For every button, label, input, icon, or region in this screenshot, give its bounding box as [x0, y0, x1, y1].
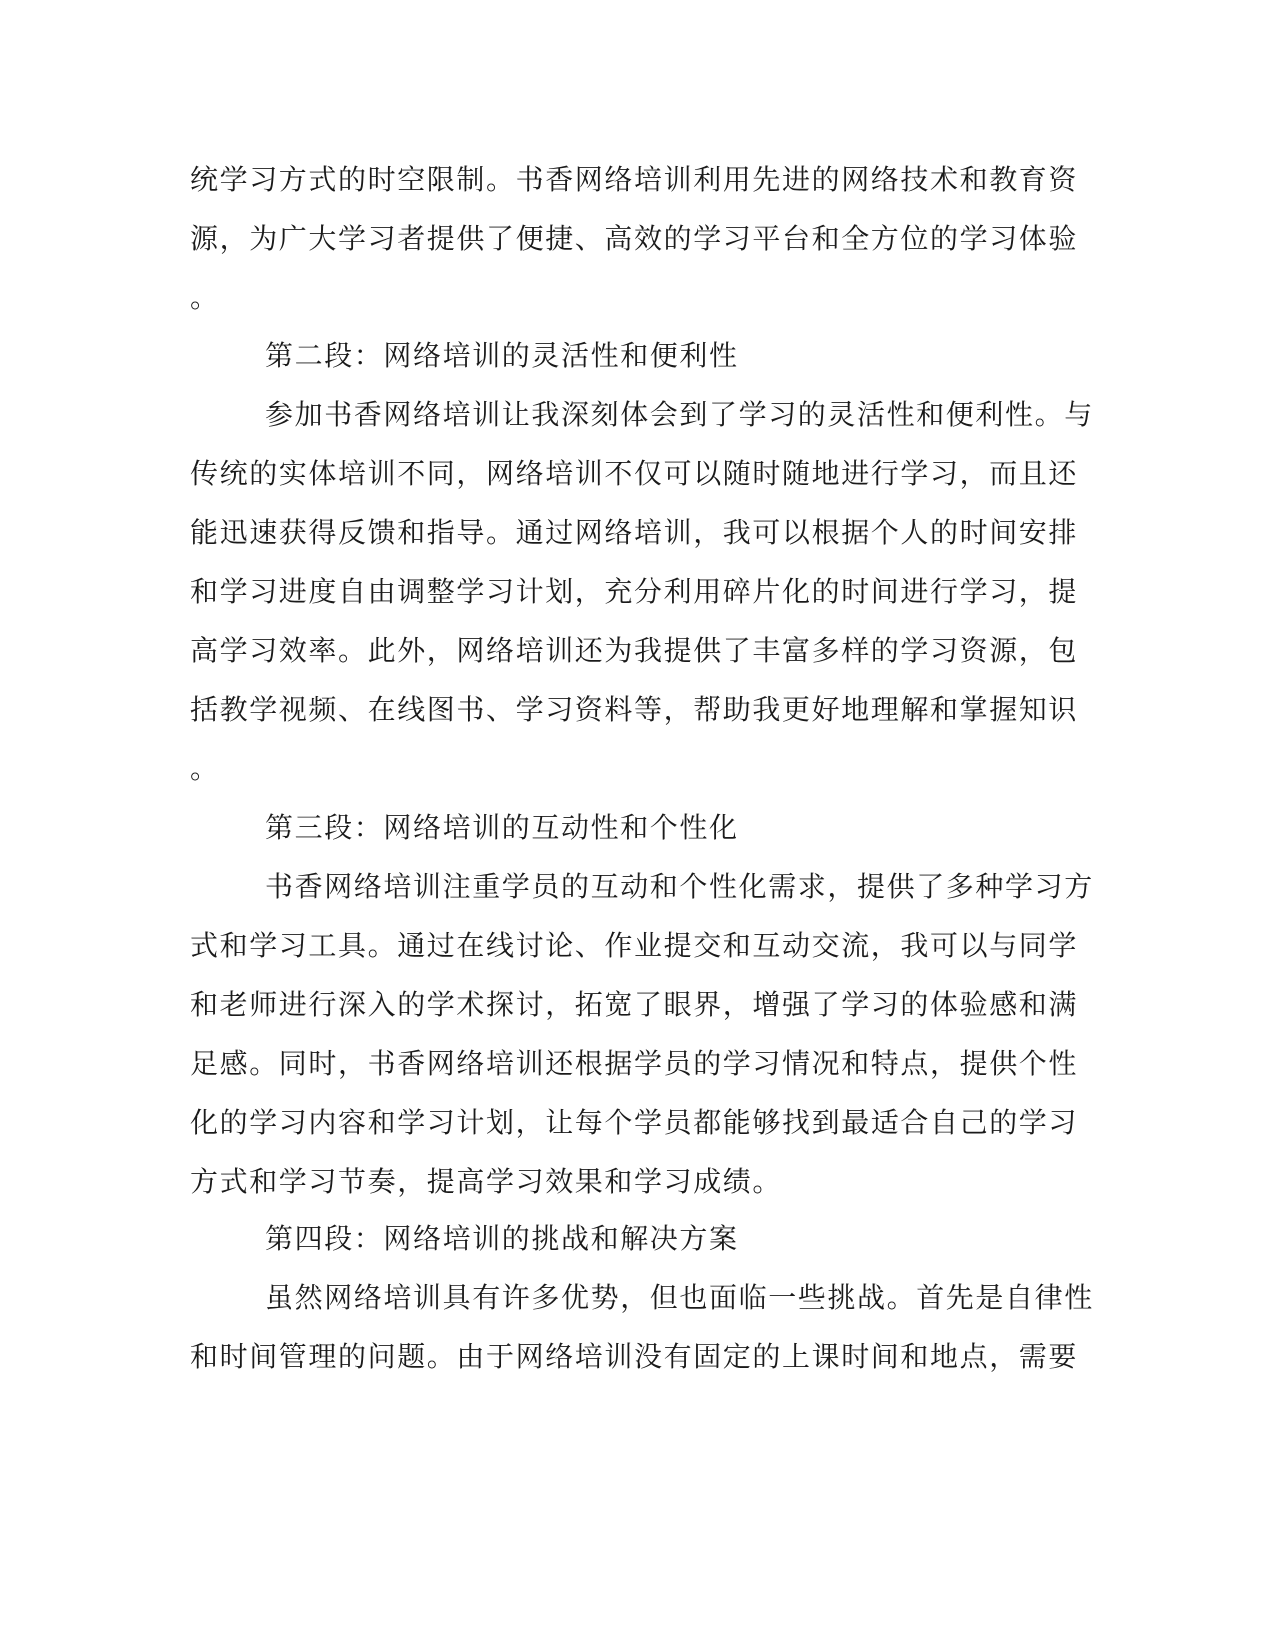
body-line: 式和学习工具。通过在线讨论、作业提交和互动交流，我可以与同学 — [190, 929, 1079, 962]
body-line: 传统的实体培训不同，网络培训不仅可以随时随地进行学习，而且还 — [190, 457, 1079, 490]
body-line: 源，为广大学习者提供了便捷、高效的学习平台和全方位的学习体验 — [190, 222, 1079, 255]
paragraph-first-line: 书香网络培训注重学员的互动和个性化需求，提供了多种学习方 — [265, 870, 1094, 903]
body-line: 能迅速获得反馈和指导。通过网络培训，我可以根据个人的时间安排 — [190, 516, 1079, 549]
paragraph-first-line: 参加书香网络培训让我深刻体会到了学习的灵活性和便利性。与 — [265, 398, 1094, 431]
body-line: 统学习方式的时空限制。书香网络培训利用先进的网络技术和教育资 — [190, 163, 1079, 196]
section-heading: 第三段：网络培训的互动性和个性化 — [265, 811, 739, 844]
section-heading: 第四段：网络培训的挑战和解决方案 — [265, 1222, 739, 1255]
body-line: 足感。同时，书香网络培训还根据学员的学习情况和特点，提供个性 — [190, 1047, 1079, 1080]
section-heading: 第二段：网络培训的灵活性和便利性 — [265, 339, 739, 372]
body-line: 方式和学习节奏，提高学习效果和学习成绩。 — [190, 1165, 783, 1198]
paragraph-first-line: 虽然网络培训具有许多优势，但也面临一些挑战。首先是自律性 — [265, 1281, 1094, 1314]
body-line: 和老师进行深入的学术探讨，拓宽了眼界，增强了学习的体验感和满 — [190, 988, 1079, 1021]
body-line: 化的学习内容和学习计划，让每个学员都能够找到最适合自己的学习 — [190, 1106, 1079, 1139]
body-line: 括教学视频、在线图书、学习资料等，帮助我更好地理解和掌握知识 — [190, 693, 1079, 726]
body-line: 高学习效率。此外，网络培训还为我提供了丰富多样的学习资源，包 — [190, 634, 1079, 667]
body-line: 和学习进度自由调整学习计划，充分利用碎片化的时间进行学习，提 — [190, 575, 1079, 608]
body-line: 和时间管理的问题。由于网络培训没有固定的上课时间和地点，需要 — [190, 1340, 1079, 1373]
body-line: 。 — [190, 752, 220, 785]
body-line: 。 — [190, 281, 220, 314]
